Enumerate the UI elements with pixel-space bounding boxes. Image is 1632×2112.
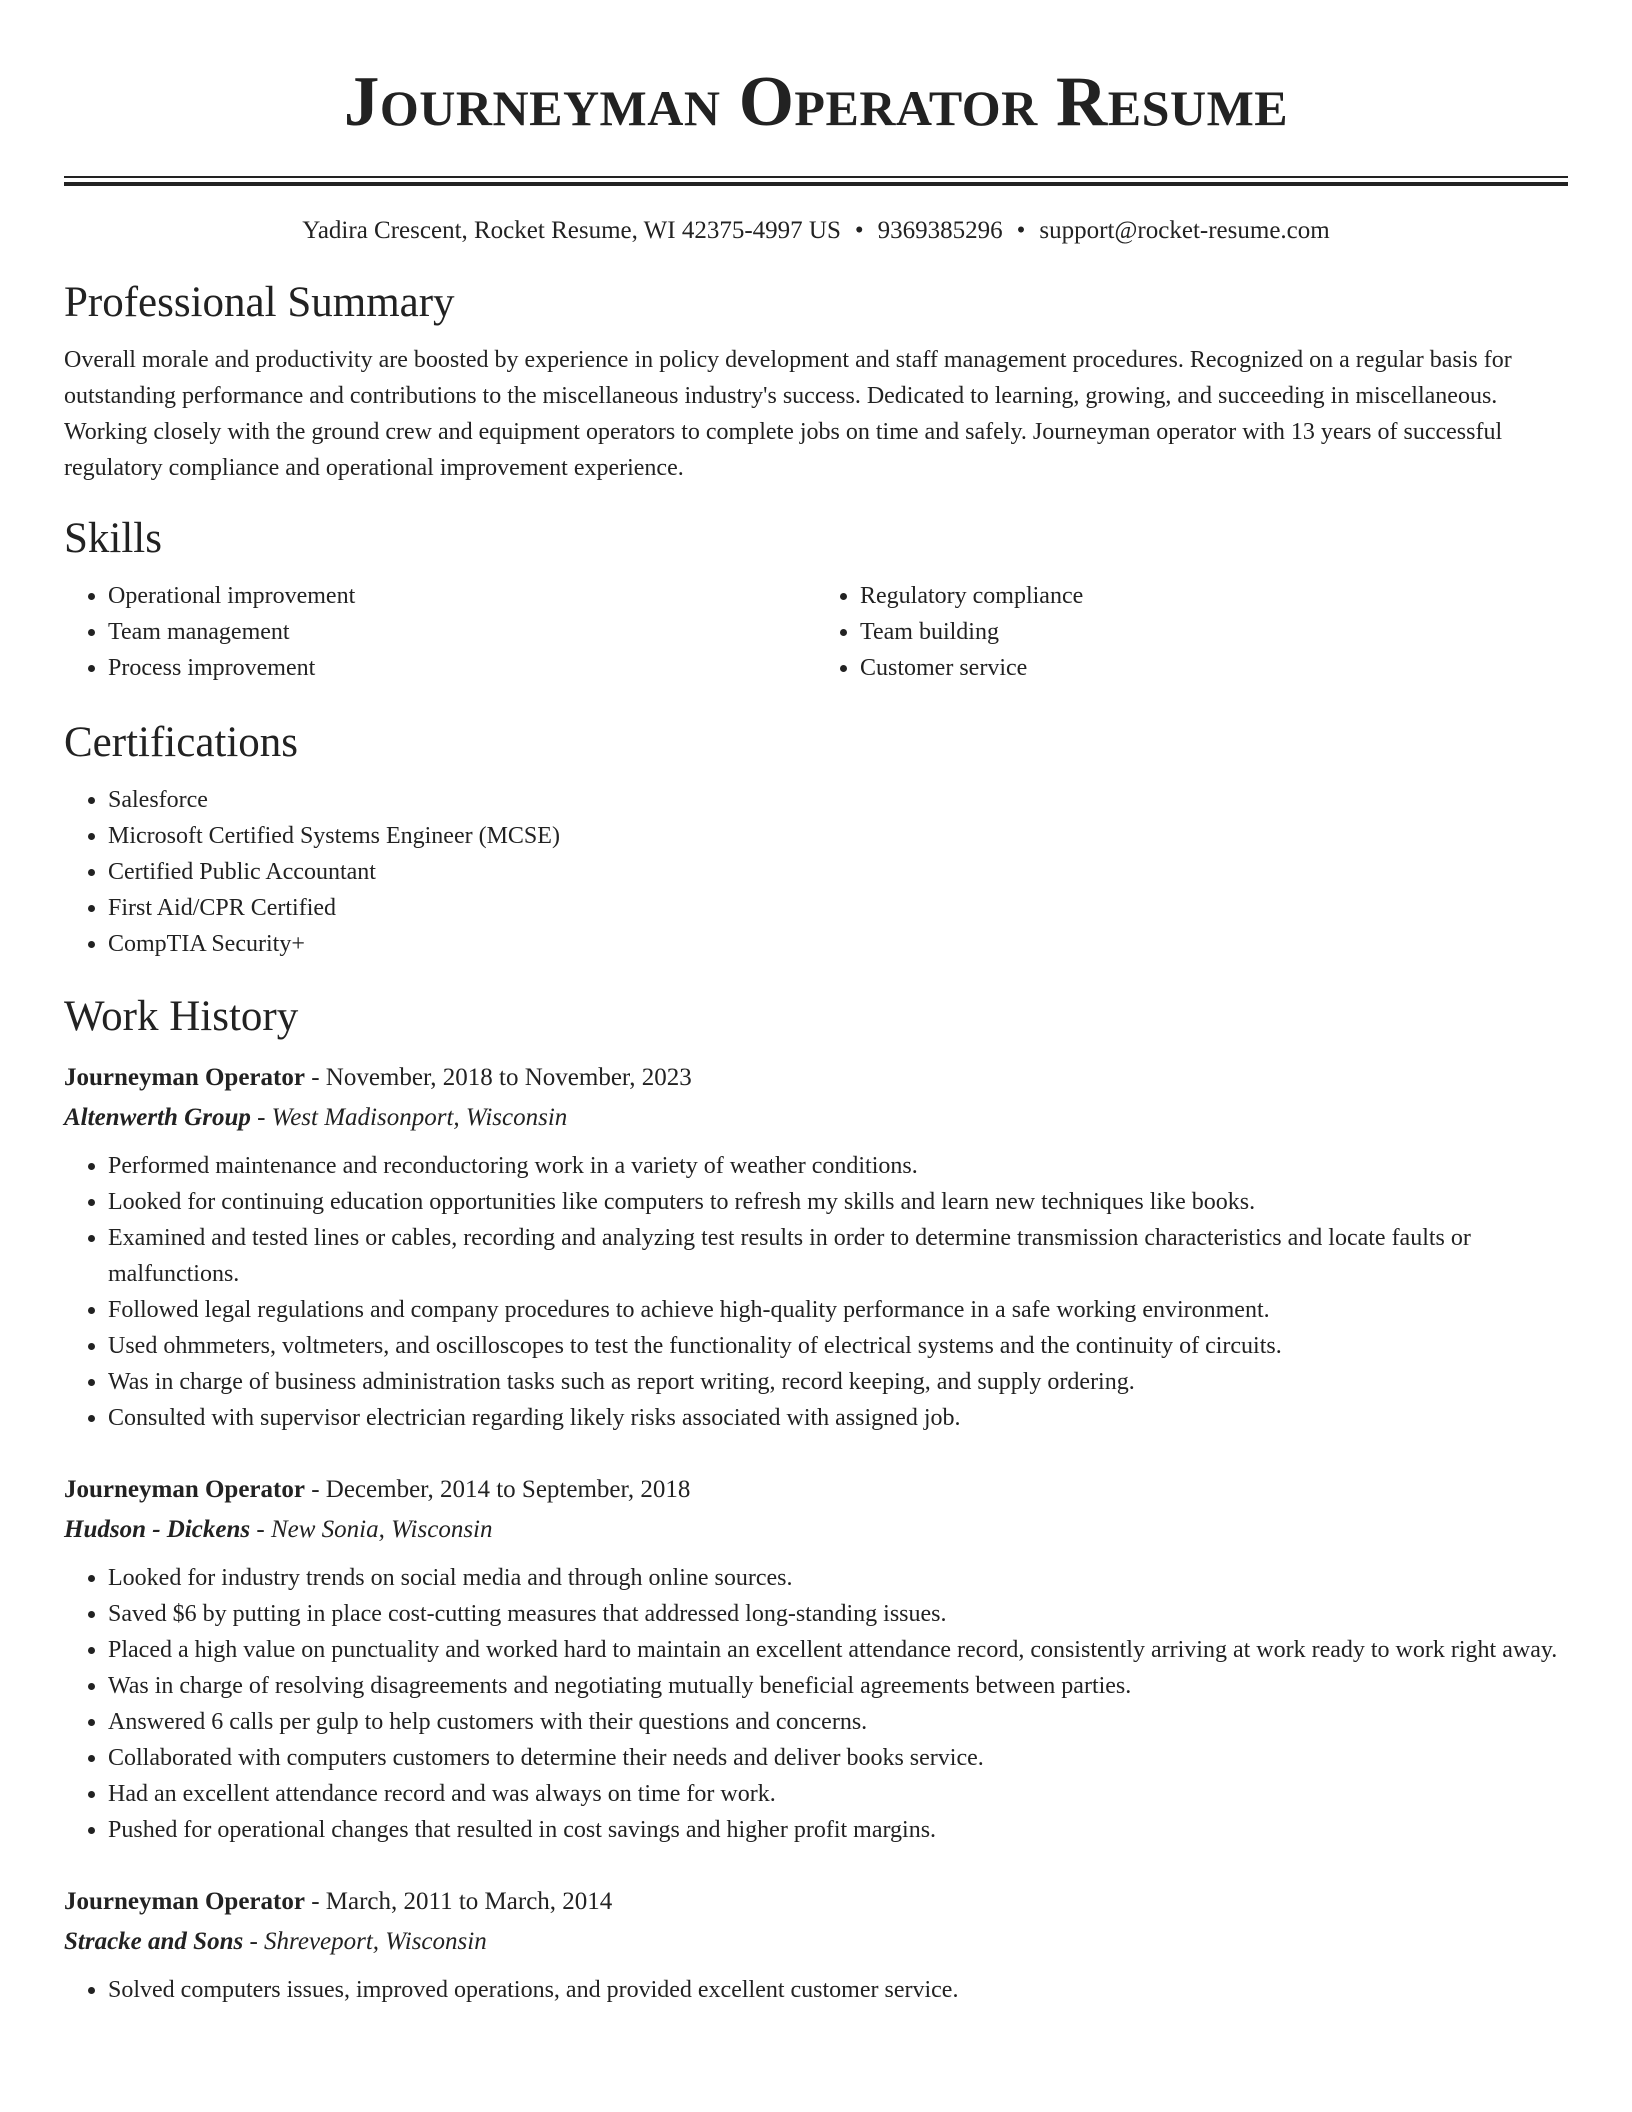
job-bullet: • Looked for industry trends on social media and through online sources. [108, 1560, 1568, 1596]
company-location: - Shreveport, Wisconsin [243, 1928, 487, 1955]
job-title-line [64, 1882, 1568, 1922]
company-name: Stracke and Sons [64, 1928, 244, 1955]
skills-columns [64, 578, 1568, 686]
certifications-list [64, 782, 1568, 962]
work-history-section [64, 990, 1568, 2008]
job-bullet: • Looked for continuing education opportunities like computers to refresh my skills and learn new techniques like books. [108, 1184, 1568, 1220]
job-entry [64, 1058, 1568, 1436]
company-line [64, 1510, 1568, 1550]
job-bullet: • Performed maintenance and reconductoring work in a variety of weather conditions. [108, 1148, 1568, 1184]
job-title: Journeyman Operator [64, 1888, 305, 1915]
certification-item: • CompTIA Security+ [108, 926, 1568, 962]
job-bullet: • Collaborated with computers customers to determine their needs and deliver books service. [108, 1740, 1568, 1776]
job-bullet: • Consulted with supervisor electrician regarding likely risks associated with assigned job. [108, 1400, 1568, 1436]
summary-text: Overall morale and productivity are boosted by experience in policy development and staff management procedures. Recognized on a regular basis for outstanding performance and contributions to the miscellaneous industry's success. Dedicated to learning, growing, and succeeding in miscellaneous. Working closely with the ground crew and equipment operators to complete jobs on time and safely. Journeyman operator with 13 years of successful regulatory compliance and operational improvement experience. [64, 347, 1512, 481]
page-title: Journeyman Operator Resume [343, 63, 1289, 141]
skill-item: • Operational improvement [108, 578, 816, 614]
contact-email: support@rocket-resume.com [1039, 217, 1330, 244]
job-bullet: • Placed a high value on punctuality and worked hard to maintain an excellent attendance record, consistently arriving at work ready to work right away. [108, 1632, 1568, 1668]
skill-item: • Regulatory compliance [860, 578, 1568, 614]
job-dates: - November, 2018 to November, 2023 [304, 1064, 692, 1091]
job-bullet: • Answered 6 calls per gulp to help customers with their questions and concerns. [108, 1704, 1568, 1740]
job-bullet: • Used ohmmeters, voltmeters, and oscilloscopes to test the functionality of electrical systems and the continuity of circuits. [108, 1328, 1568, 1364]
job-title: Journeyman Operator [64, 1064, 305, 1091]
job-bullet: • Was in charge of business administration tasks such as report writing, record keeping, and supply ordering. [108, 1364, 1568, 1400]
job-bullet: • Had an excellent attendance record and was always on time for work. [108, 1776, 1568, 1812]
skill-item: • Team building [860, 614, 1568, 650]
certification-item: • Certified Public Accountant [108, 854, 1568, 890]
certifications-section [64, 716, 1568, 962]
work-history-heading: Work History [64, 993, 299, 1040]
job-bullets [64, 1560, 1568, 1848]
job-dates: - March, 2011 to March, 2014 [304, 1888, 613, 1915]
job-bullet: • Followed legal regulations and company procedures to achieve high-quality performance in a safe working environment. [108, 1292, 1568, 1328]
job-bullets [64, 1972, 1568, 2008]
summary-heading: Professional Summary [64, 279, 455, 326]
skills-left-list [64, 578, 816, 686]
job-bullets [64, 1148, 1568, 1436]
summary-section [64, 276, 1568, 486]
contact-separator: • [854, 217, 864, 244]
job-dates: - December, 2014 to September, 2018 [304, 1476, 691, 1503]
contact-phone: 9369385296 [877, 217, 1003, 244]
contact-address: Yadira Crescent, Rocket Resume, WI 42375-4997 US [302, 217, 841, 244]
company-location: - West Madisonport, Wisconsin [250, 1104, 568, 1131]
certifications-heading: Certifications [64, 719, 299, 766]
job-title-line [64, 1470, 1568, 1510]
contact-line [64, 214, 1568, 248]
job-bullet: • Solved computers issues, improved operations, and provided excellent customer service. [108, 1972, 1568, 2008]
company-name: Altenwerth Group [64, 1104, 251, 1131]
job-entry [64, 1882, 1568, 2008]
certification-item: • Microsoft Certified Systems Engineer (MCSE) [108, 818, 1568, 854]
skills-heading: Skills [64, 515, 162, 562]
skills-section [64, 512, 1568, 686]
job-title-line [64, 1058, 1568, 1098]
job-bullet: • Examined and tested lines or cables, recording and analyzing test results in order to determine transmission characteristics and locate faults or malfunctions. [108, 1220, 1568, 1292]
company-name: Hudson - Dickens [64, 1516, 251, 1543]
skill-item: • Team management [108, 614, 816, 650]
company-location: - New Sonia, Wisconsin [250, 1516, 493, 1543]
skill-item: • Customer service [860, 650, 1568, 686]
skills-right-list [816, 578, 1568, 686]
certification-item: • Salesforce [108, 782, 1568, 818]
job-entry [64, 1470, 1568, 1848]
job-bullet: • Pushed for operational changes that resulted in cost savings and higher profit margins. [108, 1812, 1568, 1848]
company-line [64, 1098, 1568, 1138]
title-divider [64, 176, 1568, 186]
contact-separator: • [1016, 217, 1026, 244]
job-bullet: • Saved $6 by putting in place cost-cutting measures that addressed long-standing issues. [108, 1596, 1568, 1632]
job-bullet: • Was in charge of resolving disagreements and negotiating mutually beneficial agreements between parties. [108, 1668, 1568, 1704]
skill-item: • Process improvement [108, 650, 816, 686]
company-line [64, 1922, 1568, 1962]
job-title: Journeyman Operator [64, 1476, 305, 1503]
certification-item: • First Aid/CPR Certified [108, 890, 1568, 926]
